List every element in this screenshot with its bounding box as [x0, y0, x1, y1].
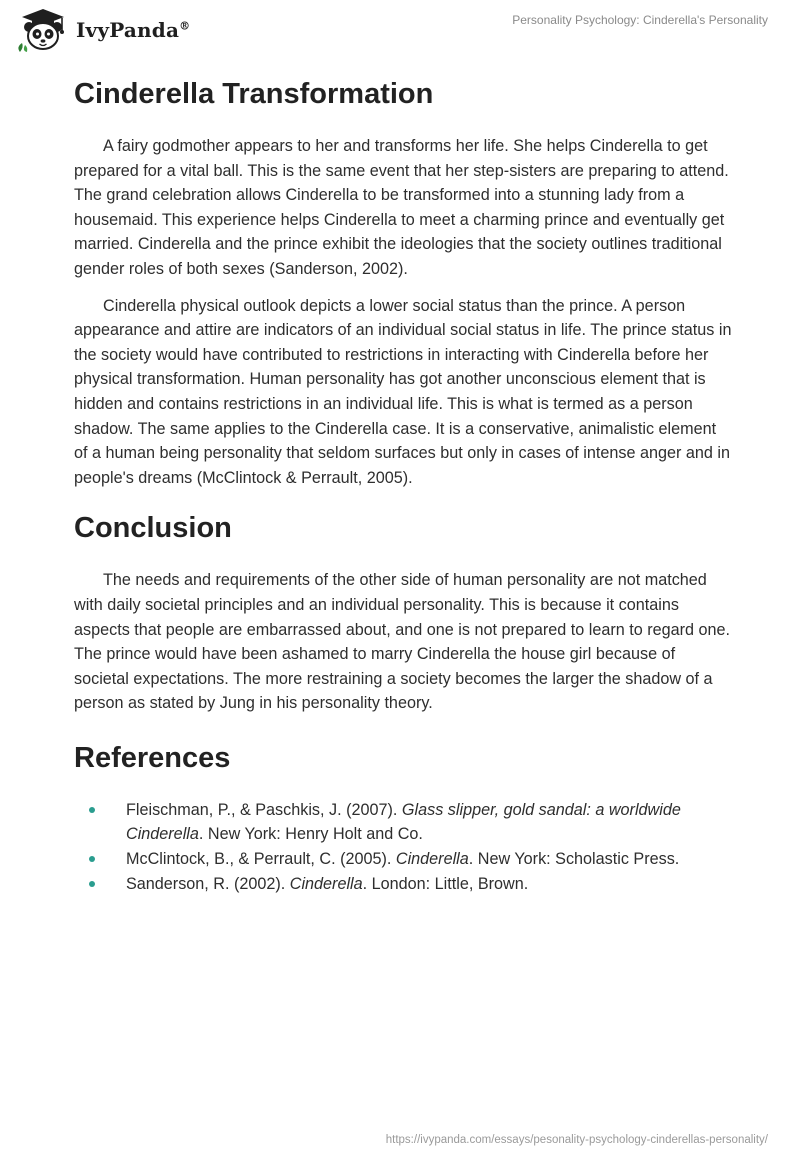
section-heading-conclusion: Conclusion: [74, 512, 232, 545]
paragraph: A fairy godmother appears to her and transforms her life. She helps Cinderella to get prepared for a vital ball. This is the same event that her step-sisters are preparing to attend. The grand celebration allows Cinderella to be transformed into a stunning lady from a housemaid. This experience helps Cinderella to meet a charming prince and eventually get married. Cinderella and the prince exhibit the ideologies that the society outlines traditional gender roles of both sexes (Sanderson, 2002).: [74, 137, 729, 278]
ivypanda-logo[interactable]: [14, 7, 190, 53]
reference-title: Cinderella: [289, 874, 363, 893]
bullet-icon: [89, 881, 95, 887]
essay-content: [74, 70, 734, 896]
reference-title: Glass slipper, gold sandal: a worldwide Cinderella: [126, 800, 681, 844]
reference-item: Fleischman, P., & Paschkis, J. (2007). Glass slipper, gold sandal: a worldwide Cinderella. New York: Henry Holt and Co.: [74, 798, 734, 847]
reference-item: Sanderson, R. (2002). Cinderella. London: Little, Brown.: [74, 872, 734, 897]
section-heading-transformation: Cinderella Transformation: [74, 78, 434, 110]
reference-title: Cinderella: [395, 850, 469, 869]
brand-name: IvyPanda®: [76, 18, 191, 42]
panda-graduate-icon: [14, 7, 72, 53]
reference-item: McClintock, B., & Perrault, C. (2005). Cinderella. New York: Scholastic Press.: [74, 847, 734, 872]
source-url-link[interactable]: https://ivypanda.com/essays/pesonality-psychology-cinderellas-personality/: [385, 1134, 768, 1146]
section-heading-references: References: [74, 741, 231, 774]
paragraph: Cinderella physical outlook depicts a lower social status than the prince. A person appearance and attire are indicators of an individual social status in life. The prince status in the society would have contributed to restrictions in interacting with Cinderella before her physical transformation. Human personality has got another unconscious element that is hidden and contains restrictions in an individual life. This is what is termed as a person shadow. The same applies to the Cinderella case. It is a conservative, animalistic element of a human being personality that seldom surfaces but only in cases of intense anger and in people's dreams (McClintock & Perrault, 2005).: [74, 296, 732, 487]
document-title: Personality Psychology: Cinderella's Personality: [512, 13, 768, 27]
bullet-icon: [89, 856, 95, 862]
references-list: [74, 798, 734, 896]
paragraph: The needs and requirements of the other side of human personality are not matched with daily societal principles and an individual personality. This is because it contains aspects that people are embarrassed about, and one is not prepared to learn to regard one. The prince would have been ashamed to marry Cinderella the house girl because of societal expectations. The more restraining a society becomes the larger the shadow of a person as stated by Jung in his personality theory.: [74, 571, 731, 713]
page-header: [0, 0, 800, 60]
bullet-icon: [89, 807, 95, 813]
